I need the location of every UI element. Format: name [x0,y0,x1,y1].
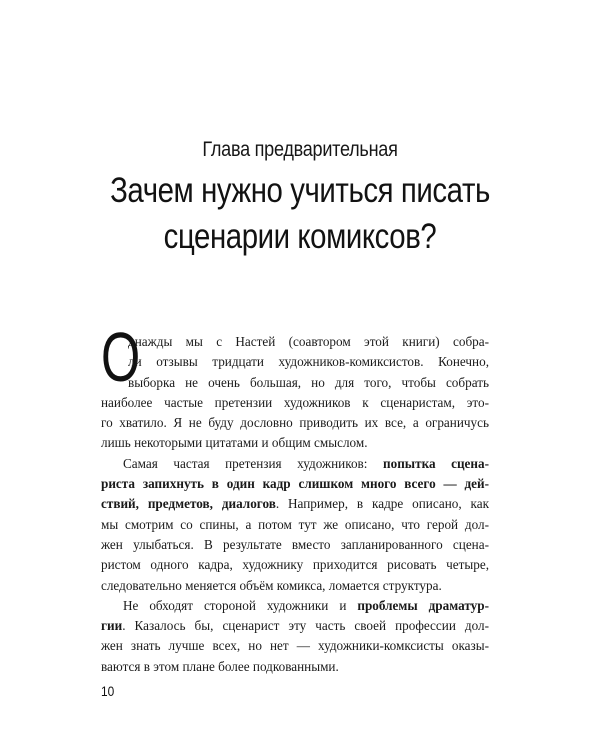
paragraph-1-line: лишь некоторыми цитатами и общим смыслом. [101,435,368,451]
paragraph-3-text: Не обходят стороной художники и [123,597,358,613]
body-text [101,332,489,677]
paragraph-1-line: го хватило. Я не буду дословно приводить их все, а ограничусь [101,415,489,431]
paragraph-1-line: выборка не очень большая, но для того, чтобы собрать [128,374,489,390]
paragraph-3-emphasis: гии [101,618,123,634]
paragraph-2-line: следовательно меняется объём комикса, ломается структура. [101,577,442,593]
paragraph-2-emphasis: риста запихнуть в один кадр слишком много всего — дей- [101,476,489,492]
page-number: 10 [101,683,115,699]
paragraph-1-line: наиболее частые претензии художников к сценаристам, это- [101,394,489,410]
paragraph-3-text: . Казалось бы, сценарист эту часть своей профессии дол- [122,618,489,634]
paragraph-2-line [101,494,489,514]
paragraph-3-line [101,616,489,636]
paragraph-3-line: ваются в этом плане более подкованными. [101,658,339,674]
paragraph-1-line: днажды мы с Настей (соавтором этой книги) собра- [128,334,489,349]
paragraph-3-emphasis: проблемы драматур- [357,597,489,613]
chapter-title-line-2: сценарии комиксов? [163,217,437,256]
chapter-title [48,168,552,260]
paragraph-2-emphasis: попытка сцена- [383,455,489,471]
paragraph-3-line [101,596,489,616]
paragraph-2-text: Самая частая претензия художников: [123,455,383,471]
paragraph-2-emphasis: ствий, предметов, диалогов [101,496,276,512]
paragraph-1-line: ли отзывы тридцати художников-комиксистов. Конечно, [128,354,489,370]
chapter-title-line-1: Зачем нужно учиться писать [110,171,490,210]
paragraph-2-text: . Например, в кадре описано, как [275,496,489,512]
drop-cap-letter: О [101,318,141,396]
paragraph-2-line: жен улыбаться. В результате вместо запланированного сцена- [101,536,489,552]
paragraph-2-line [101,454,489,474]
paragraph-2-line [101,474,489,494]
paragraph-2-line: мы смотрим со спины, а потом тут же описано, что герой дол- [101,516,489,532]
chapter-label: Глава предварительная [202,138,398,161]
paragraph-3-line: жен знать лучше всех, но нет — художники-комксисты оказы- [101,638,489,654]
paragraph-2-line: ристом одного кадра, художнику приходится рисовать четыре, [101,557,489,573]
